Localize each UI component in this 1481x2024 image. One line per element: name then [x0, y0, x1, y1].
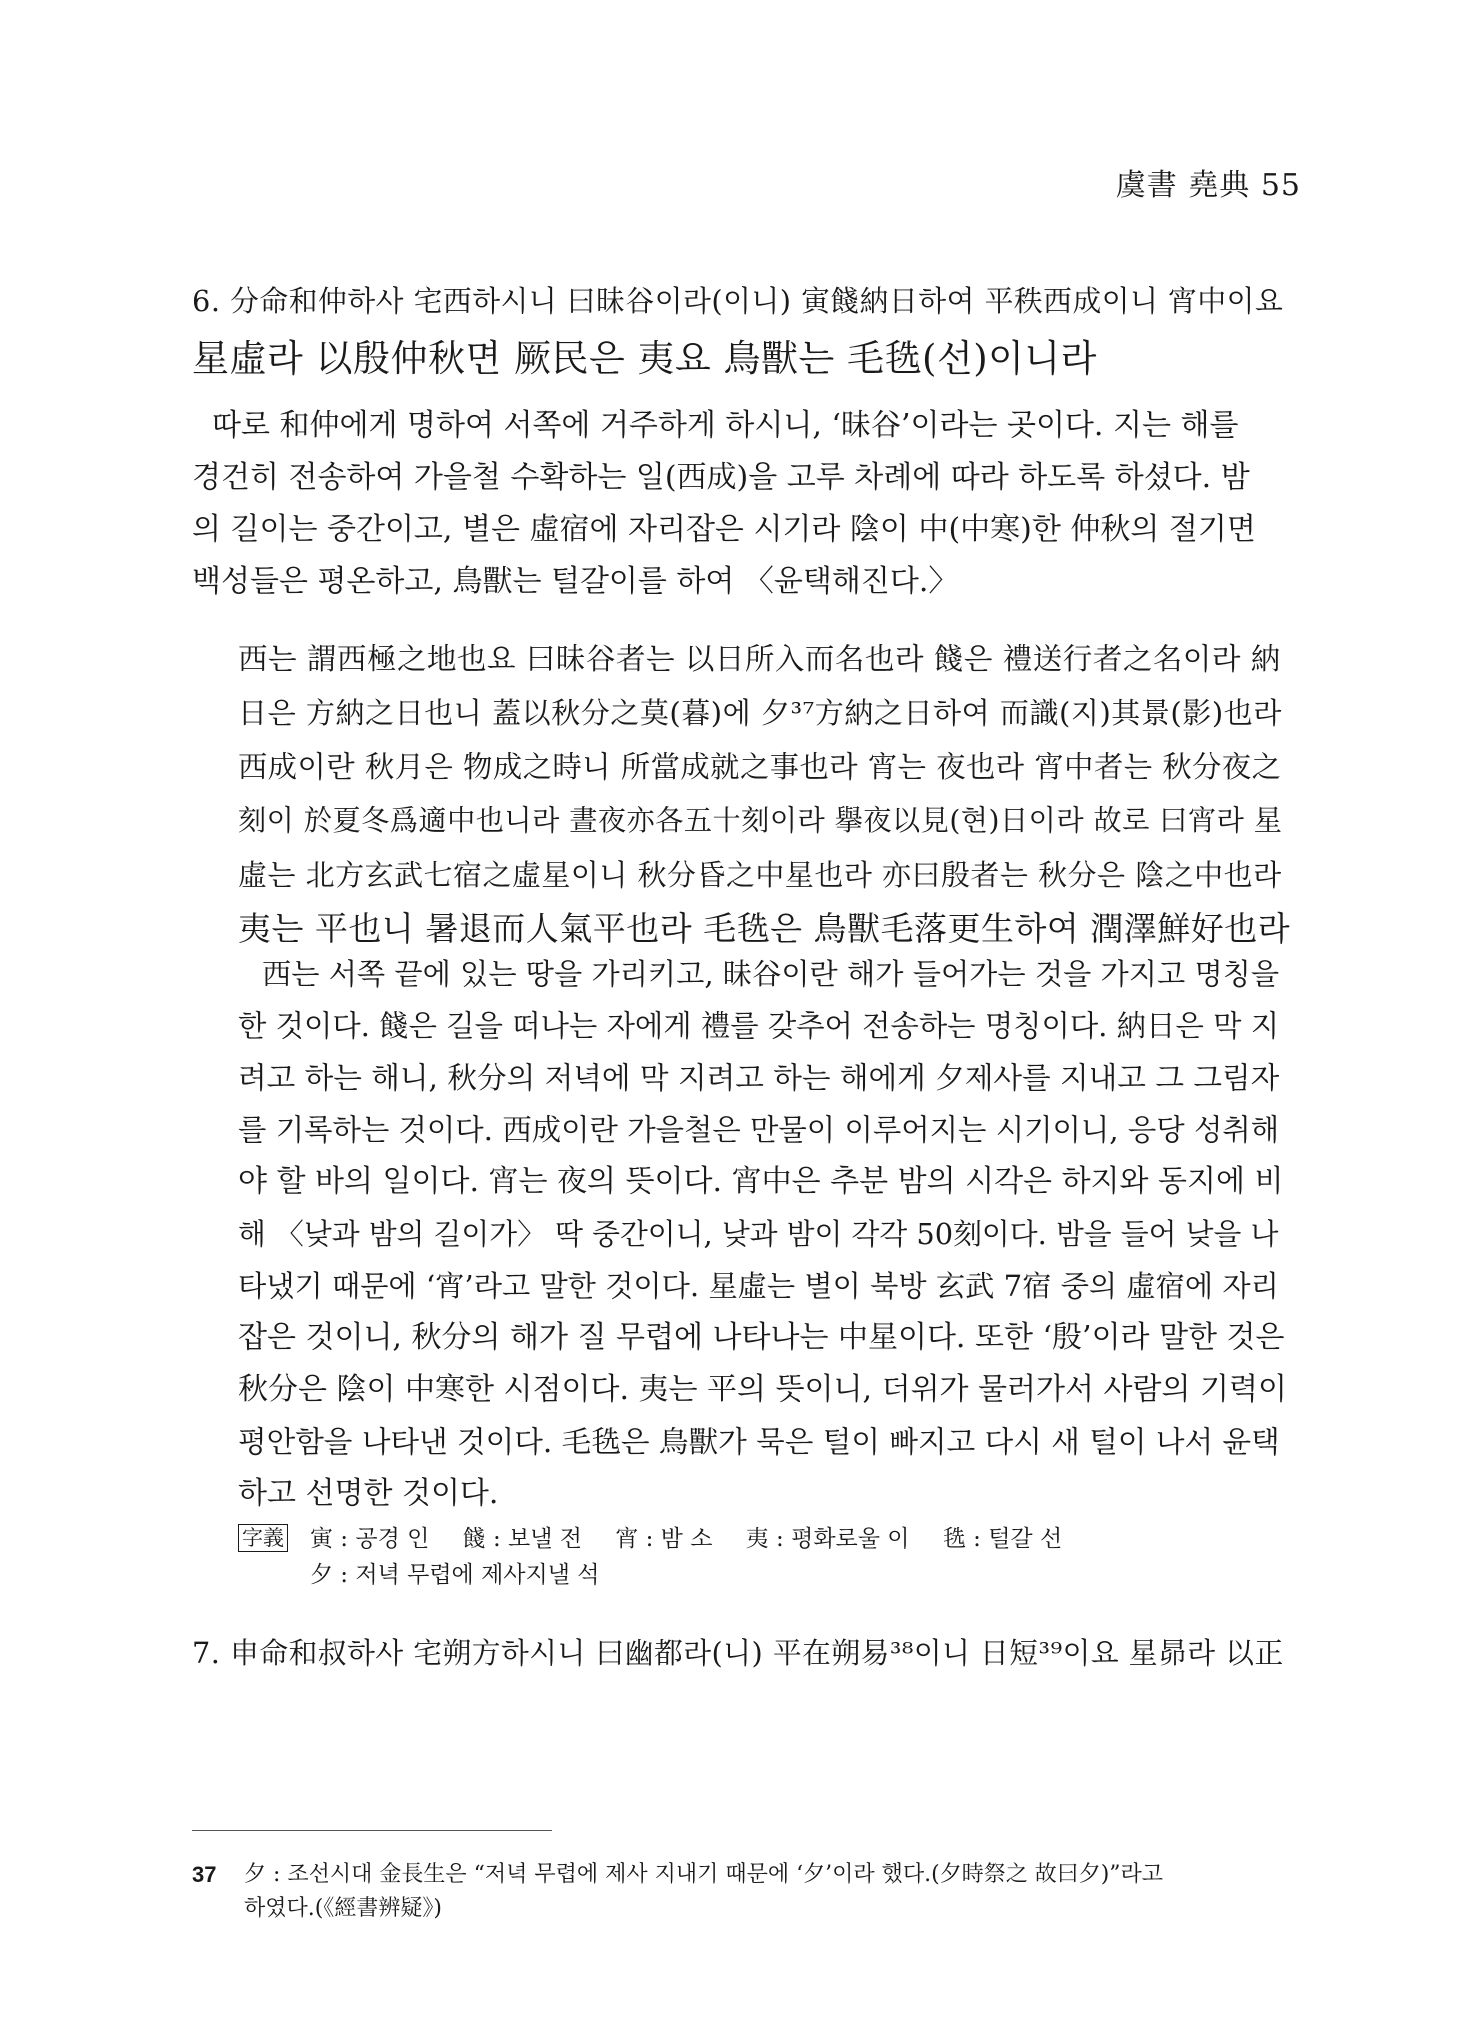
explanation-line: 를 기록하는 것이다. 西成이란 가을철은 만물이 이루어지는 시기이니, 응당 성취해: [238, 1113, 1280, 1147]
explanation-line: 잡은 것이니, 秋分의 해가 질 무렵에 나타나는 中星이다. 또한 ‘殷’이라 말한 것은: [238, 1320, 1285, 1355]
commentary-line: 西成이란 秋月은 物成之時니 所當成就之事也라 宵는 夜也라 宵中者는 秋分夜之: [238, 750, 1282, 784]
gloss-row: [310, 1558, 599, 1592]
commentary-line: 虛는 北方玄武七宿之虛星이니 秋分昏之中星也라 亦曰殷者는 秋分은 陰之中也라: [238, 858, 1282, 892]
section-6-commentary: [238, 632, 1290, 956]
explanation-line: 타냈기 때문에 ‘宵’라고 말한 것이다. 星虛는 별이 북방 玄武 7宿 중의 虛宿에 자리: [238, 1269, 1279, 1303]
explanation-line: 해 〈낮과 밤의 길이가〉 딱 중간이니, 낮과 밤이 각각 50刻이다. 밤을 들어 낮을 나: [238, 1217, 1279, 1251]
commentary-line: 刻이 於夏冬爲適中也니라 晝夜亦各五十刻이라 擧夜以見(현)日이라 故로 曰宵라 星: [238, 804, 1283, 837]
translation-line: 따로 和仲에게 명하여 서쪽에 거주하게 하시니, ‘昧谷’이라는 곳이다. 지는 해를: [212, 408, 1239, 443]
page-number: 55: [1260, 168, 1301, 203]
section-6-verse: [192, 272, 1290, 388]
explanation-line: 평안함을 나타낸 것이다. 毛毨은 鳥獸가 묵은 털이 빠지고 다시 새 털이 나서 윤택: [238, 1425, 1280, 1459]
header-title: 虞書 堯典: [1115, 168, 1251, 203]
footnote-number: 37: [192, 1862, 217, 1887]
section-6-translation-cont: [192, 452, 1290, 608]
running-header: [1116, 160, 1301, 204]
section-7-verse: [192, 1624, 1290, 1682]
gloss-entry: 夷 : 평화로울 이: [745, 1526, 910, 1552]
commentary-line: 日은 方納之日也니 蓋以秋分之莫(暮)에 夕³⁷方納之日하여 而識(지)其景(影)也라: [238, 696, 1282, 730]
section-6-explanation-first: [262, 948, 1290, 1000]
gloss-entry: 寅 : 공경 인: [310, 1526, 430, 1552]
verse-line: 6. 分命和仲하사 宅西하시니 曰昧谷이라(이니) 寅餞納日하여 平秩西成이니 宵中이요: [192, 284, 1284, 318]
commentary-line: 夷는 平也니 暑退而人氣平也라 毛毨은 鳥獸毛落更生하여 潤澤鮮好也라: [238, 909, 1291, 948]
explanation-line: 한 것이다. 餞은 길을 떠나는 자에게 禮를 갖추어 전송하는 명칭이다. 納日은 막 지: [238, 1009, 1280, 1043]
footnote-line: 夕 : 조선시대 金長生은 “저녁 무렵에 제사 지내기 때문에 ‘夕’이라 했다.(夕時祭之 故曰夕)”라고: [244, 1862, 1164, 1887]
footnote-text: [244, 1858, 1290, 1926]
explanation-line: 야 할 바의 일이다. 宵는 夜의 뜻이다. 宵中은 추분 밤의 시각은 하지와 동지에 비: [238, 1164, 1284, 1199]
footnote-divider: [192, 1830, 552, 1831]
section-6-explanation: [238, 1000, 1290, 1520]
explanation-line: 秋分은 陰이 中寒한 시점이다. 夷는 平의 뜻이니, 더위가 물러가서 사람의 기력이: [238, 1372, 1287, 1407]
gloss-tag: 字義: [238, 1524, 288, 1552]
gloss-entry: 毨 : 털갈 선: [942, 1526, 1063, 1552]
verse-line: 7. 申命和叔하사 宅朔方하시니 曰幽都라(니) 平在朔易³⁸이니 日短³⁹이요 星昴라 以正: [192, 1636, 1284, 1670]
gloss-entry: 餞 : 보낼 전: [462, 1526, 582, 1552]
commentary-line: 西는 謂西極之地也요 曰昧谷者는 以日所入而名也라 餞은 禮送行者之名이라 納: [238, 642, 1281, 676]
explanation-line: 하고 선명한 것이다.: [238, 1476, 499, 1511]
explanation-line: 려고 하는 해니, 秋分의 저녁에 막 지려고 하는 해에게 夕제사를 지내고 그 그림자: [238, 1060, 1280, 1095]
explanation-line: 西는 서쪽 끝에 있는 땅을 가리키고, 昧谷이란 해가 들어가는 것을 가지고 명칭을: [262, 957, 1280, 991]
gloss-row: [310, 1522, 1062, 1556]
translation-line: 의 길이는 중간이고, 별은 虛宿에 자리잡은 시기라 陰이 中(中寒)한 仲秋의 절기면: [192, 512, 1256, 547]
translation-line: 백성들은 평온하고, 鳥獸는 털갈이를 하여 〈윤택해진다.〉: [192, 564, 959, 599]
gloss-entry: 夕 : 저녁 무렵에 제사지낼 석: [310, 1562, 600, 1588]
gloss-entry: 宵 : 밤 소: [615, 1526, 713, 1552]
verse-line: 星虛라 以殷仲秋면 厥民은 夷요 鳥獸는 毛毨(선)이니라: [192, 337, 1097, 380]
translation-line: 경건히 전송하여 가을철 수확하는 일(西成)을 고루 차례에 따라 하도록 하셨다. 밤: [192, 460, 1250, 495]
section-6-translation: [212, 400, 1290, 452]
footnote-line: 하였다.(《經書辨疑》): [244, 1896, 442, 1921]
